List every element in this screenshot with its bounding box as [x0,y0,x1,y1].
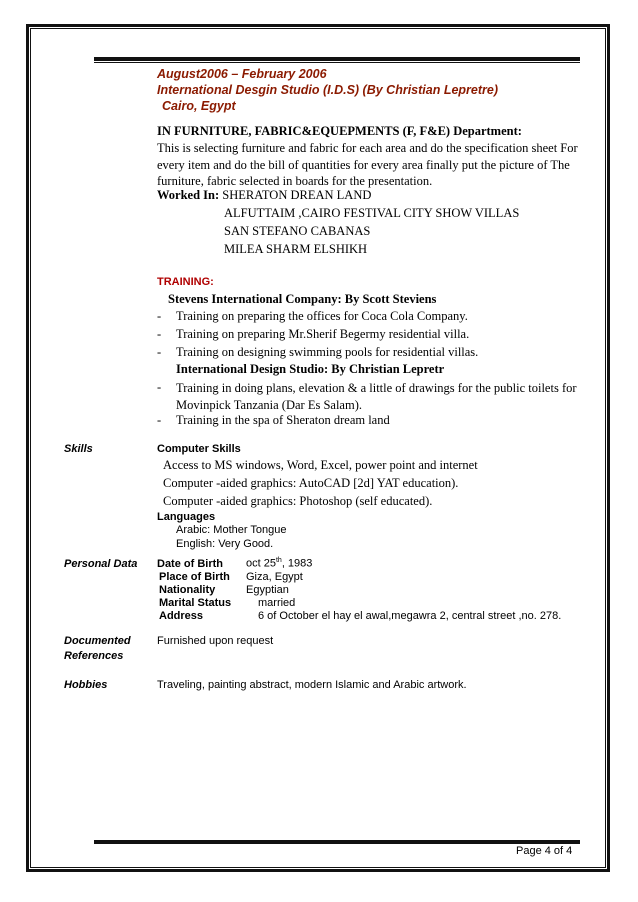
worked-in-project: SHERATON DREAN LAND [222,188,372,202]
personal-key: Date of Birth [157,558,223,570]
experience-department: IN FURNITURE, FABRIC&EQUEPMENTS (F, F&E) Department: [157,124,522,138]
bullet-dash: - [157,327,162,341]
skills-label: Skills [64,443,93,455]
languages-heading: Languages [157,511,216,523]
personal-key: Nationality [159,584,216,596]
computer-skills-heading: Computer Skills [157,443,241,455]
dob-day: oct 25 [246,557,276,570]
personal-key: Place of Birth [159,571,230,583]
footer-rule [94,840,580,844]
training-group-title: International Design Studio: By Christian Lepretr [176,362,445,376]
experience-company: International Desgin Studio (I.D.S) (By Christian Lepretre) [157,83,499,97]
experience-description: This is selecting furniture and fabric for each area and do the specification sheet For every item and do the bill of quantities for every area finally put the picture of The furniture, fabric selected in boards for the presentation. [157,141,578,188]
training-item: Training on preparing the offices for Coca Cola Company. [176,309,468,323]
personal-value: 6 of October el hay el awal,megawra 2, central street ,no. 278. [258,610,562,622]
bullet-dash: - [157,309,162,323]
training-item: Training on preparing Mr.Sherif Begermy residential villa. [176,327,470,341]
training-heading: TRAINING: [157,276,214,288]
bullet-dash: - [157,380,162,394]
personal-value: Giza, Egypt [246,571,303,583]
hobbies-label: Hobbies [64,679,108,691]
page-number: Page 4 of 4 [516,845,573,857]
references-label-line2: References [64,650,124,662]
dob-year: , 1983 [281,557,313,570]
personal-value: married [258,597,296,609]
worked-in-project: MILEA SHARM ELSHIKH [224,242,368,256]
training-group-title: Stevens International Company: By Scott Steviens [168,292,437,306]
training-item: Training in the spa of Sheraton dream land [176,413,390,427]
references-label-line1: Documented [64,635,131,647]
personal-key: Address [159,610,204,622]
personal-data-label: Personal Data [64,558,138,570]
experience-location: Cairo, Egypt [162,99,236,113]
worked-in-line [157,188,371,203]
worked-in-project: SAN STEFANO CABANAS [224,224,371,238]
worked-in-project: ALFUTTAIM ,CAIRO FESTIVAL CITY SHOW VILLAS [224,206,520,220]
experience-period: August2006 – February 2006 [157,67,327,81]
bullet-dash: - [157,413,162,427]
training-item: Training on designing swimming pools for residential villas. [176,345,479,359]
training-item: Training in doing plans, elevation & a little of drawings for the public toilets for Movinpick Tanzania (Dar Es Salam). [176,381,577,412]
language-item: English: Very Good. [176,538,274,550]
personal-key: Marital Status [159,597,232,609]
dob-suffix: th [275,557,282,564]
worked-in-label: Worked In: [157,188,220,202]
header-rule-thin [94,62,580,63]
personal-value: Egyptian [246,584,289,596]
computer-skill: Access to MS windows, Word, Excel, power point and internet [163,458,478,472]
computer-skill: Computer -aided graphics: AutoCAD [2d] YAT education). [163,476,459,490]
language-item: Arabic: Mother Tongue [176,524,287,536]
hobbies-value: Traveling, painting abstract, modern Islamic and Arabic artwork. [157,679,467,691]
bullet-dash: - [157,345,162,359]
personal-value [246,557,312,570]
references-value: Furnished upon request [157,635,274,647]
header-rule [94,57,580,61]
computer-skill: Computer -aided graphics: Photoshop (self educated). [163,494,433,508]
